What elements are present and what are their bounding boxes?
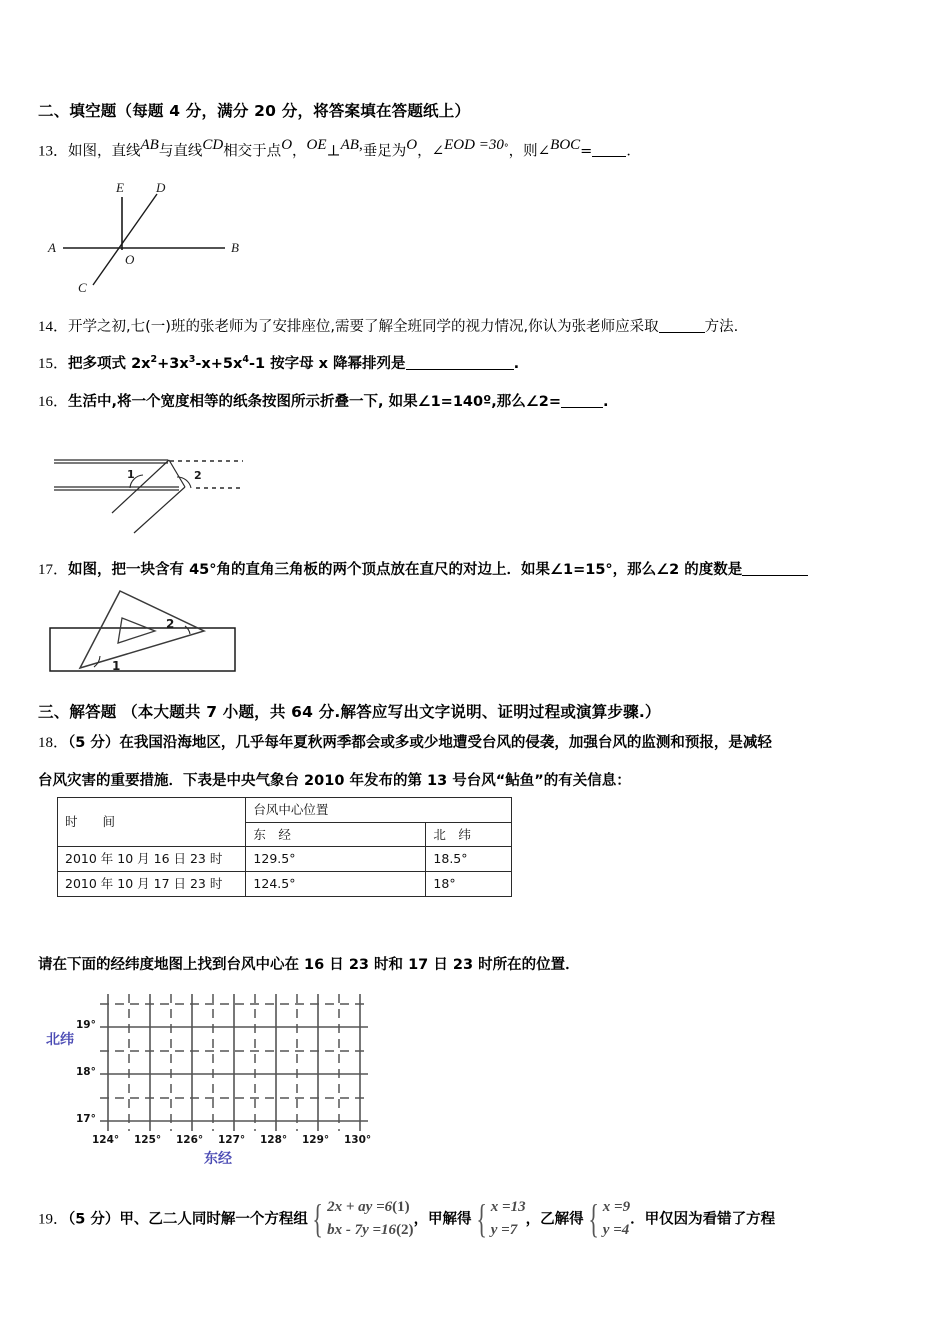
q13-math-o2: O (406, 137, 418, 153)
x-tick-124: 124° (92, 1134, 120, 1146)
sys1-row1: 2x + ay =6 (327, 1199, 393, 1215)
q13-answer-blank[interactable] (592, 156, 626, 157)
typhoon-data-table (57, 797, 512, 897)
sys2-row2: y =7 (490, 1222, 518, 1239)
q13-text-6: ， (417, 143, 432, 160)
q19-score: （5 分） (68, 1211, 120, 1228)
section-3-heading: 三、解答题 （本大题共 7 小题，共 64 分.解答应写出文字说明、证明过程或演算步骤.） (38, 703, 661, 721)
cell-lon-2: 124.5° (246, 871, 426, 896)
q14-text: 开学之初,七(一)班的张老师为了安排座位,需要了解全班同学的视力情况,你认为张老师应采取 (68, 319, 659, 335)
question-13 (38, 137, 641, 160)
q13-text-9: ． (626, 143, 641, 160)
q13-text-5: 垂足为 (362, 143, 407, 160)
angle-icon-2: ∠ (537, 143, 551, 160)
sys1-row1-num: (1) (392, 1199, 410, 1215)
q13-math-ab: AB (140, 137, 159, 153)
q13-text-1: 如图，直线 (68, 143, 141, 160)
y-tick-18: 18° (76, 1066, 96, 1078)
y-axis-label-text: 北纬 (46, 1032, 74, 1048)
svg-text:E: E (116, 180, 124, 195)
q13-math-o1: O (281, 137, 293, 153)
svg-text:O: O (125, 252, 135, 267)
x-tick-128: 128° (260, 1134, 288, 1146)
cell-lat-1: 18.5° (426, 847, 512, 872)
question-19-number: 19． (38, 1211, 69, 1228)
question-17-number: 17． (38, 562, 69, 578)
equation-system-1 (308, 1196, 414, 1243)
y-tick-19: 19° (76, 1019, 96, 1031)
q15-text-2: +3x (157, 356, 189, 372)
x-tick-126: 126° (176, 1134, 204, 1146)
perpendicular-icon: ⊥ (326, 143, 341, 160)
svg-text:D: D (156, 180, 166, 195)
q19-text-3: ，乙解得 (525, 1211, 584, 1228)
brace-icon-2: { (475, 1195, 487, 1241)
q13-math-ab2: AB, (340, 137, 363, 153)
table-header-center: 台风中心位置 (246, 798, 512, 823)
x-tick-125: 125° (134, 1134, 162, 1146)
cell-time-2: 2010 年 10 月 17 日 23 时 (58, 871, 246, 896)
q14-tail: 方法. (704, 319, 739, 335)
question-13-number: 13． (38, 143, 69, 160)
q13-text-2: 与直线 (158, 143, 203, 160)
question-14 (38, 315, 738, 336)
cell-lat-2: 18° (426, 871, 512, 896)
svg-text:1: 1 (112, 659, 121, 673)
equation-system-3 (584, 1196, 631, 1243)
q13-math-cd: CD (202, 137, 224, 153)
y-axis-label-north-latitude (46, 1032, 74, 1050)
q15-text-3: -x+5x (195, 356, 243, 372)
question-18-line-2: 台风灾害的重要措施．下表是中央气象台 2010 年发布的第 13 号台风“鲇鱼”的有关信息： (38, 773, 631, 789)
equation-system-2 (472, 1196, 526, 1243)
q18-text-line1: 在我国沿海地区，几乎每年夏秋两季都会或多或少地遭受台风的侵袭，加强台风的监测和预报，是减轻 (119, 735, 772, 751)
q18-latlong-grid-map (38, 988, 418, 1167)
q15-exp-2: 3 (188, 354, 196, 366)
q13-text-4: ， (292, 143, 307, 160)
cell-lon-1: 129.5° (246, 847, 426, 872)
q13-math-oe: OE (306, 137, 327, 153)
section-2-heading: 二、填空题（每题 4 分，满分 20 分，将答案填在答题纸上） (38, 102, 471, 120)
q14-answer-blank[interactable] (659, 332, 705, 333)
svg-text:2: 2 (194, 469, 202, 482)
table-header-longitude: 东 经 (246, 822, 426, 847)
q19-text-1: 甲、乙二人同时解一个方程组 (119, 1211, 308, 1228)
svg-text:C: C (78, 280, 87, 294)
question-15-number: 15． (38, 356, 69, 372)
q19-text-4: ．甲仅因为看错了方程 (630, 1211, 776, 1228)
sys3-row1: x =9 (602, 1199, 631, 1215)
sys1-row2-num: (2) (396, 1222, 414, 1239)
q17-text: 如图，把一块含有 45°角的直角三角板的两个顶点放在直尺的对边上．如果∠1=15°，那么∠2 的度数是 (68, 562, 743, 578)
q13-figure-intersecting-lines (45, 172, 260, 294)
x-tick-127: 127° (218, 1134, 246, 1146)
q15-exp-1: 2 (150, 354, 158, 366)
q19-text-2: ，甲解得 (413, 1211, 472, 1228)
q16-text: 生活中,将一个宽度相等的纸条按图所示折叠一下, 如果∠1=140º,那么∠2= (68, 394, 562, 410)
q15-tail: . (513, 356, 520, 372)
table-row-header-1 (58, 798, 512, 823)
q17-figure-setsquare-ruler (44, 588, 259, 676)
q13-text-7: ，则 (508, 143, 538, 160)
sys3-row2: y =4 (602, 1222, 630, 1239)
sys1-row2: bx - 7y =16 (327, 1222, 397, 1239)
svg-text:2: 2 (166, 617, 175, 631)
table-row (58, 847, 512, 872)
question-14-number: 14． (38, 319, 69, 335)
q13-text-8: = (580, 143, 593, 160)
cell-time-1: 2010 年 10 月 16 日 23 时 (58, 847, 246, 872)
table-row (58, 871, 512, 896)
q15-text-1: 把多项式 2x (68, 356, 151, 372)
brace-icon-1: { (312, 1195, 323, 1241)
q15-text-4: -1 按字母 x 降幂排列是 (248, 356, 406, 372)
q13-degree-1: ° (503, 143, 509, 155)
x-tick-130: 130° (344, 1134, 372, 1146)
q15-answer-blank[interactable] (406, 369, 514, 370)
q13-math-boc: BOC (550, 137, 581, 153)
svg-text:1: 1 (127, 468, 135, 481)
brace-icon-3: { (587, 1195, 599, 1241)
y-tick-17: 17° (76, 1113, 96, 1125)
table-header-latitude: 北 纬 (426, 822, 512, 847)
question-15 (38, 352, 519, 373)
q15-exp-3: 4 (242, 354, 249, 366)
question-17 (38, 558, 808, 579)
x-tick-129: 129° (302, 1134, 330, 1146)
x-axis-label-east-longitude: 东经 (204, 1151, 232, 1167)
q17-answer-blank[interactable] (742, 575, 808, 576)
question-19 (38, 1196, 775, 1243)
q16-tail: . (603, 394, 609, 410)
table-header-time: 时 间 (58, 798, 246, 847)
question-16 (38, 390, 609, 411)
q13-math-eod: EOD =30 (444, 137, 504, 153)
sys2-row1: x =13 (490, 1199, 526, 1215)
q13-text-3: 相交于点 (223, 143, 282, 160)
question-16-number: 16． (38, 394, 69, 410)
svg-text:A: A (48, 240, 56, 255)
q16-answer-blank[interactable] (561, 407, 603, 408)
angle-icon-1: ∠ (431, 143, 445, 160)
q16-figure-folded-strip (46, 437, 261, 545)
q18-score: （5 分） (68, 735, 120, 751)
q18-map-instruction: 请在下面的经纬度地图上找到台风中心在 16 日 23 时和 17 日 23 时所在的位置． (38, 957, 580, 973)
question-18-number: 18． (38, 735, 69, 751)
question-18-line-1 (38, 731, 772, 752)
svg-text:B: B (231, 240, 239, 255)
